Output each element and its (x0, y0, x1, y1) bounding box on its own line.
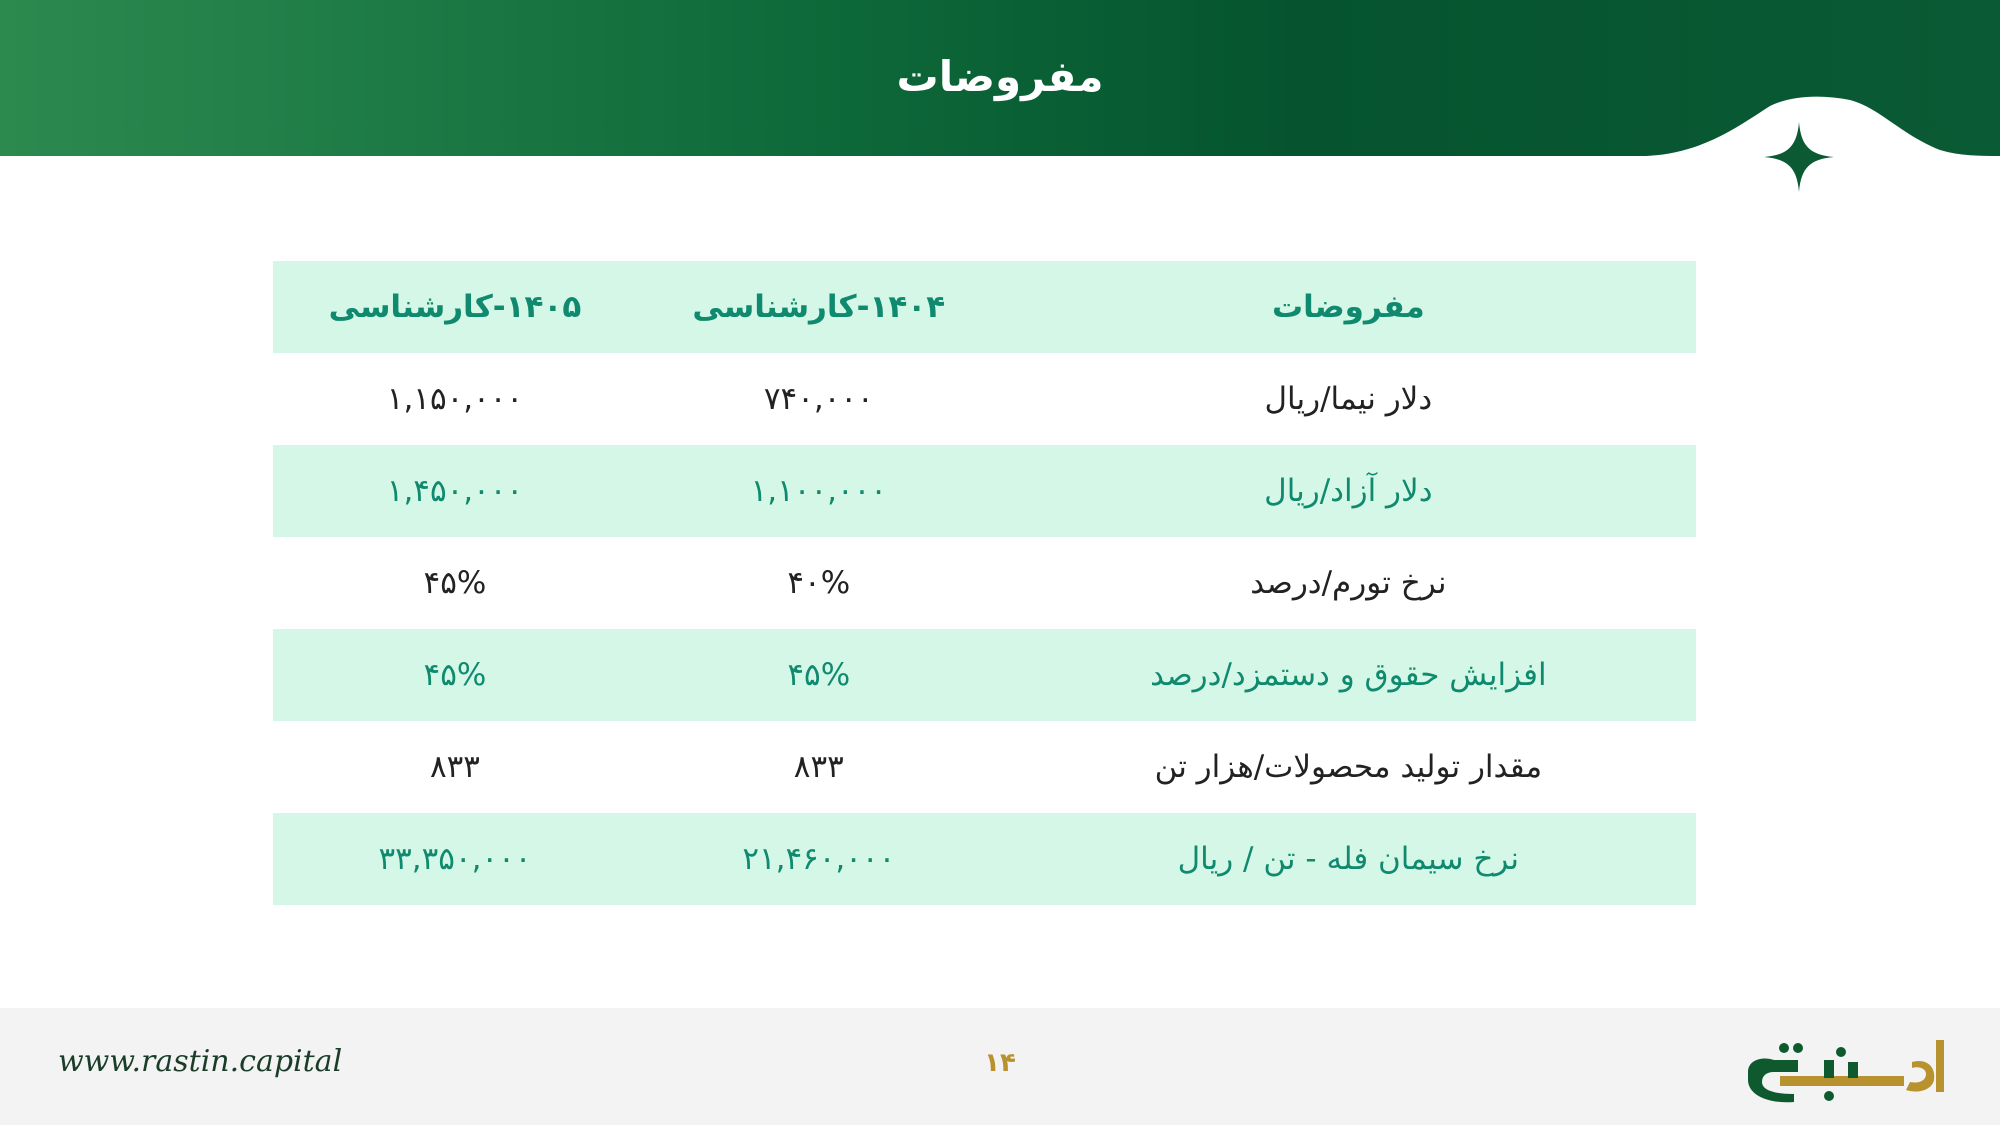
row-value-1404: ۴۵% (637, 629, 1001, 721)
row-value-1404: ۴۰% (637, 537, 1001, 629)
page-number: ۱۴ (984, 1048, 1016, 1078)
footer (0, 1008, 2000, 1125)
row-value-1405: ۳۳,۳۵۰,۰۰۰ (273, 813, 637, 905)
row-value-1405: ۴۵% (273, 537, 637, 629)
row-value-1405: ۱,۱۵۰,۰۰۰ (273, 353, 637, 445)
row-value-1405: ۴۵% (273, 629, 637, 721)
row-label: دلار نیما/ریال (1001, 353, 1696, 445)
header-assumptions: مفروضات (1001, 261, 1696, 353)
row-value-1405: ۸۳۳ (273, 721, 637, 813)
website-link[interactable]: www.rastin.capital (58, 1044, 343, 1079)
table-row (273, 445, 1696, 537)
row-label: دلار آزاد/ریال (1001, 445, 1696, 537)
row-label: افزایش حقوق و دستمزد/درصد (1001, 629, 1696, 721)
page-title: مفروضات (896, 52, 1104, 101)
sparkle-star-icon (1764, 122, 1834, 192)
assumptions-table (273, 261, 1696, 905)
row-label: نرخ تورم/درصد (1001, 537, 1696, 629)
row-label: مقدار تولید محصولات/هزار تن (1001, 721, 1696, 813)
row-value-1404: ۲۱,۴۶۰,۰۰۰ (637, 813, 1001, 905)
table-row (273, 537, 1696, 629)
row-value-1404: ۷۴۰,۰۰۰ (637, 353, 1001, 445)
row-value-1405: ۱,۴۵۰,۰۰۰ (273, 445, 637, 537)
table-row (273, 353, 1696, 445)
row-value-1404: ۸۳۳ (637, 721, 1001, 813)
row-label: نرخ سیمان فله - تن / ریال (1001, 813, 1696, 905)
assumptions-table-container (273, 261, 1696, 905)
table-header-row (273, 261, 1696, 353)
table-row (273, 721, 1696, 813)
header-1405-expert: ۱۴۰۵-کارشناسی (273, 261, 637, 353)
rastin-logo-icon (1740, 1032, 1960, 1106)
header-banner (0, 0, 2000, 156)
table-row (273, 629, 1696, 721)
row-value-1404: ۱,۱۰۰,۰۰۰ (637, 445, 1001, 537)
table-row (273, 813, 1696, 905)
header-1404-expert: ۱۴۰۴-کارشناسی (637, 261, 1001, 353)
